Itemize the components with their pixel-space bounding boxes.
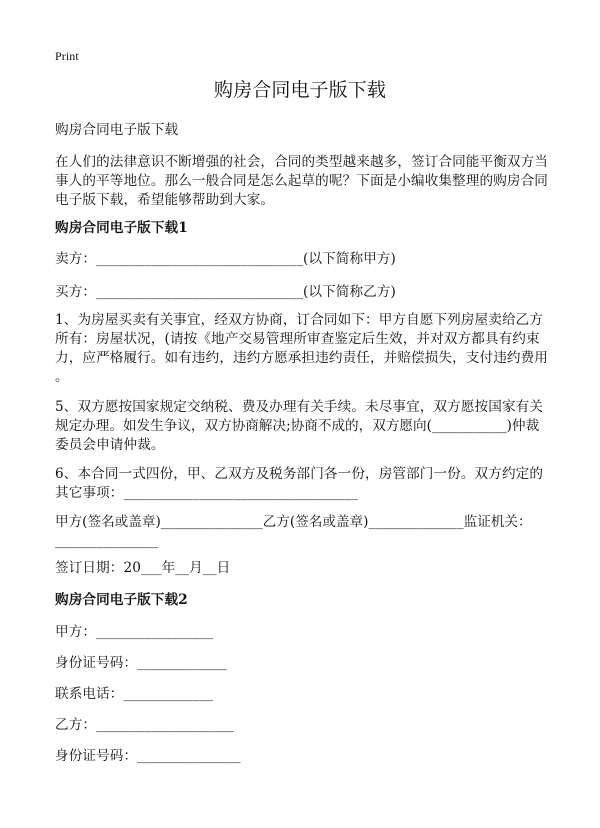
clause-1-line: 1、为房屋买卖有关事宜，经双方协商，订合同如下：甲方自愿下列房屋卖给乙方 [55, 312, 544, 328]
subtitle: 购房合同电子版下载 [55, 122, 179, 138]
clause-6-line: 6、本合同一式四份，甲、乙双方及税务部门各一份，房管部门一份。双方约定的 [55, 466, 544, 482]
clause-1-line: 力，应严格履行。如有违约，违约方愿承担违约责任，并赔偿损失，支付违约费用 [55, 350, 548, 366]
id-number-field-b: 身份证号码：_______________ [55, 748, 241, 764]
clause-5-line: 5、双方愿按国家规定交纳税、费及办理有关手续。未尽事宜，双方愿按国家有关 [55, 399, 544, 415]
document-title: 购房合同电子版下载 [214, 79, 386, 101]
phone-field: 联系电话：_____________ [55, 686, 214, 702]
intro-line: 电子版下载，希望能够帮助到大家。 [55, 192, 275, 208]
party-b-field: 乙方：____________________ [55, 717, 235, 733]
print-link[interactable]: Print [55, 49, 79, 63]
signature-line: 甲方(签名或盖章)_______________乙方(签名或盖章)______________监证机关： [55, 514, 532, 530]
section1-heading: 购房合同电子版下载1 [55, 220, 188, 236]
clause-1-line: 所有：房屋状况，(请按《地产交易管理所审查鉴定后生效，并对双方都具有约束 [55, 331, 540, 347]
section2-heading: 购房合同电子版下载2 [55, 592, 188, 608]
id-number-field: 身份证号码：_____________ [55, 655, 227, 671]
clause-5-line: 委员会申请仲裁。 [55, 437, 165, 453]
signature-line-continued: _______________ [55, 533, 159, 549]
clause-5-line: 规定办理。如发生争议，双方协商解决;协商不成的，双方愿向(___________)仲裁 [55, 418, 540, 434]
page-bottom-fade [0, 790, 600, 828]
clause-1-line: 。 [55, 369, 69, 385]
intro-line: 事人的平等地位。那么一般合同是怎么起草的呢？下面是小编收集整理的购房合同 [55, 173, 548, 189]
seller-field: 卖方：______________________________(以下简称甲方) [55, 251, 396, 267]
party-a-field: 甲方：_________________ [55, 624, 214, 640]
clause-6-line: 其它事项：__________________________________ [55, 485, 358, 501]
intro-line: 在人们的法律意识不断增强的社会，合同的类型越来越多，签订合同能平衡双方当 [55, 154, 548, 170]
signing-date: 签订日期：20___年__月__日 [55, 560, 231, 576]
buyer-field: 买方：______________________________(以下简称乙方) [55, 284, 396, 300]
